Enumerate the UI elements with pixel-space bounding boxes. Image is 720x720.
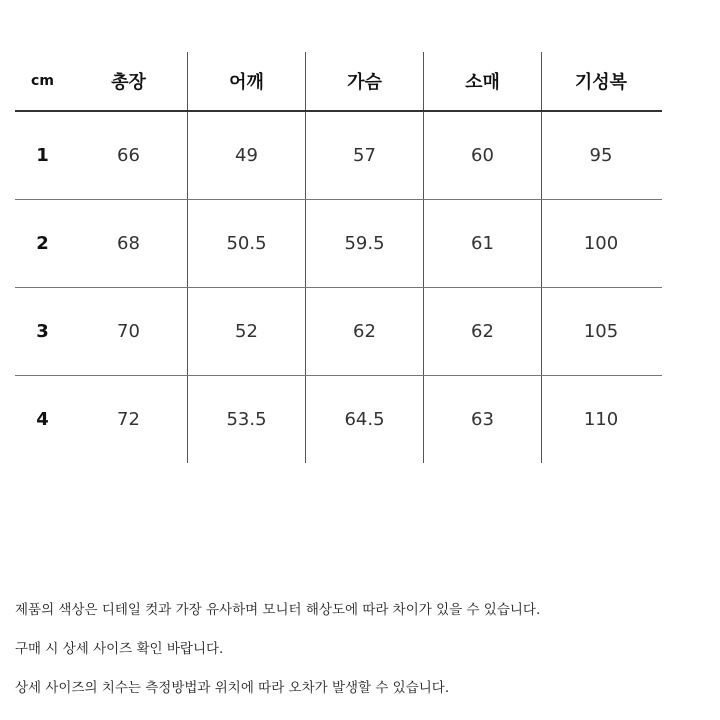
table-cell — [188, 200, 306, 287]
size-label: 3 — [36, 321, 49, 342]
cell-value: 59.5 — [344, 233, 385, 254]
note-color-disclaimer: 제품의 색상은 디테일 컷과 가장 유사하며 모니터 해상도에 따라 차이가 있을 수 있습니다. — [15, 602, 541, 618]
column-header — [542, 52, 660, 110]
column-header — [306, 52, 424, 110]
size-label: 4 — [36, 409, 49, 430]
column-header — [424, 52, 542, 110]
cell-value: 63 — [471, 409, 494, 430]
cell-value: 64.5 — [344, 409, 385, 430]
cell-value: 61 — [471, 233, 494, 254]
header-sleeve: 소매 — [465, 72, 500, 93]
size-cell — [15, 288, 70, 375]
table-cell — [542, 112, 660, 199]
header-shoulder: 어깨 — [229, 72, 264, 93]
size-label: 1 — [36, 145, 49, 166]
table-cell — [188, 288, 306, 375]
size-cell — [15, 376, 70, 463]
table-row — [15, 376, 662, 463]
table-cell — [542, 288, 660, 375]
size-cell — [15, 112, 70, 199]
table-cell — [70, 288, 188, 375]
cell-value: 50.5 — [226, 233, 267, 254]
header-length: 총장 — [111, 72, 146, 93]
table-cell — [188, 376, 306, 463]
size-label: 2 — [36, 233, 49, 254]
cell-value: 62 — [471, 321, 494, 342]
note-size-check: 구매 시 상세 사이즈 확인 바랍니다. — [15, 641, 224, 657]
cell-value: 95 — [589, 145, 613, 166]
cell-value: 68 — [117, 233, 140, 254]
cell-value: 72 — [117, 409, 140, 430]
table-cell — [188, 112, 306, 199]
table-cell — [424, 200, 542, 287]
unit-header — [15, 52, 70, 110]
table-cell — [70, 376, 188, 463]
table-cell — [306, 200, 424, 287]
column-header — [70, 52, 188, 110]
table-cell — [306, 376, 424, 463]
table-cell — [424, 288, 542, 375]
header-ready-made: 기성복 — [574, 72, 628, 93]
table-row — [15, 288, 662, 376]
table-row — [15, 112, 662, 200]
size-table — [15, 52, 662, 463]
table-cell — [424, 376, 542, 463]
cell-value: 66 — [117, 145, 140, 166]
table-cell — [424, 112, 542, 199]
table-row — [15, 200, 662, 288]
cell-value: 62 — [353, 321, 376, 342]
cell-value: 60 — [471, 145, 494, 166]
table-cell — [306, 288, 424, 375]
cell-value: 53.5 — [226, 409, 267, 430]
table-cell — [542, 200, 660, 287]
header-chest: 가슴 — [347, 72, 382, 93]
table-cell — [70, 200, 188, 287]
column-header — [188, 52, 306, 110]
notes-section — [15, 600, 705, 717]
table-header-row — [15, 52, 662, 112]
table-cell — [70, 112, 188, 199]
cell-value: 105 — [583, 321, 619, 342]
cell-value: 110 — [583, 409, 619, 430]
table-cell — [542, 376, 660, 463]
cell-value: 49 — [235, 145, 258, 166]
cell-value: 70 — [117, 321, 140, 342]
note-measurement-error: 상세 사이즈의 치수는 측정방법과 위치에 따라 오차가 발생할 수 있습니다. — [15, 680, 450, 696]
table-cell — [306, 112, 424, 199]
size-cell — [15, 200, 70, 287]
cell-value: 100 — [583, 233, 619, 254]
cell-value: 57 — [353, 145, 376, 166]
unit-label: cm — [31, 73, 54, 89]
cell-value: 52 — [235, 321, 258, 342]
